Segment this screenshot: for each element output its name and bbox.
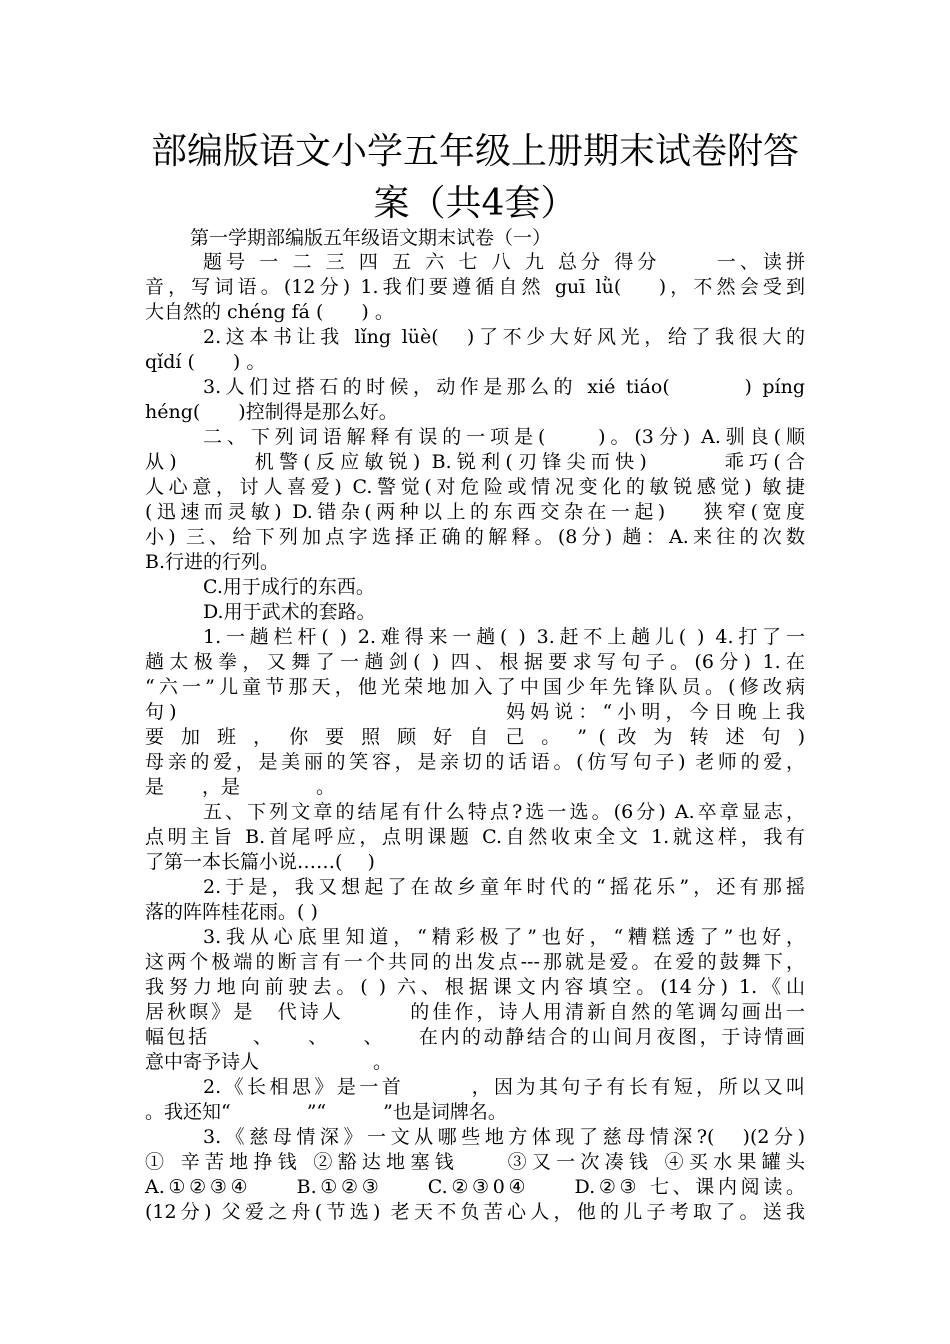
exam-subtitle: 第一学期部编版五年级语文期末试卷（一）: [190, 227, 552, 249]
text-line: “六一”儿童节那天，他光荣地加入了中国少年先锋队员。(修改病: [145, 676, 805, 698]
text-line: 了第一本长篇小说……( ): [145, 851, 375, 873]
text-line: 意中寄予诗人 。: [145, 1051, 393, 1073]
text-line: 音，写词语。(12分) 1.我们要遵循自然 guī lǜ( )，不然会受到: [145, 276, 805, 298]
text-line: C.用于成行的东西。: [203, 576, 375, 598]
text-line: 小) 三、给下列加点字选择正确的解释。(8分) 趟：A.来往的次数: [145, 526, 805, 548]
text-line: 幅包括 、 、 、 在内的动静结合的山间月夜图，于诗情画: [145, 1026, 805, 1048]
text-line: héng( )控制得是那么好。: [145, 401, 398, 423]
document-title-line-1: 部编版语文小学五年级上册期末试卷附答: [150, 131, 799, 172]
text-line: A.①②③④ B.①②③ C.②③0④ D.②③ 七、课内阅读。: [145, 1176, 805, 1198]
text-line: 从) 机警(反应敏锐) B.锐利(刃锋尖而快) 乖巧(合: [145, 451, 805, 473]
text-line: 1.一趟栏杆( ) 2.难得来一趟( ) 3.赶不上趟儿( ) 4.打了一: [203, 626, 805, 648]
text-line: (迅速而灵敏) D.错杂(两种以上的东西交杂在一起) 狭窄(宽度: [145, 501, 805, 523]
text-line: 我努力地向前驶去。( ) 六、根据课文内容填空。(14分) 1.《山: [145, 976, 805, 998]
text-line: 五、下列文章的结尾有什么特点?选一选。(6分) A.卒章显志，: [203, 801, 805, 823]
text-line: D.用于武术的套路。: [203, 601, 376, 623]
text-line: 题号 一 二 三 四 五 六 七 八 九 总分 得分 一、读拼: [203, 251, 805, 273]
text-line: 句) 妈妈说：“小明，今日晚上我: [145, 701, 805, 723]
text-line: B.行进的行列。: [145, 551, 280, 573]
text-line: 3.人们过搭石的时候，动作是那么的 xié tiáo( ) píng: [203, 376, 805, 398]
text-line: 这两个极端的断言有一个共同的出发点---那就是爱。在爱的鼓舞下，: [145, 951, 805, 973]
text-line: 落的阵阵桂花雨。( ): [145, 901, 318, 923]
text-line: 2.这本书让我 lǐng lüè( )了不少大好风光，给了我很大的: [203, 326, 805, 348]
text-line: qǐdí ( ) 。: [145, 351, 266, 373]
text-line: 是 ，是 。: [145, 776, 336, 798]
text-line: 母亲的爱，是美丽的笑容，是亲切的话语。(仿写句子) 老师的爱，: [145, 751, 805, 773]
text-line: 大自然的 chéng fá ( ) 。: [145, 301, 394, 323]
text-line: 居秋暝》是 代诗人 的佳作，诗人用清新自然的笔调勾画出一: [145, 1001, 805, 1023]
text-line: 2.于是，我又想起了在故乡童年时代的“摇花乐”，还有那摇: [203, 876, 805, 898]
text-line: 。我还知“ ”“ ”也是词牌名。: [145, 1101, 507, 1123]
text-line: 人心意，讨人喜爱) C.警觉(对危险或情况变化的敏锐感觉) 敏捷: [145, 476, 805, 498]
text-line: 趟太极拳，又舞了一趟剑( ) 四、根据要求写句子。(6分) 1.在: [145, 651, 805, 673]
text-line: 3.《慈母情深》一文从哪些地方体现了慈母情深?( )(2分): [203, 1126, 805, 1148]
text-line: 点明主旨 B.首尾呼应，点明课题 C.自然收束全文 1.就这样，我有: [145, 826, 805, 848]
text-line: 要 加 班 ， 你 要 照 顾 好 自 己 。 ” ( 改 为 转 述 句 ): [145, 726, 805, 748]
text-line: 2.《长相思》是一首 ，因为其句子有长有短，所以又叫: [203, 1076, 805, 1098]
text-line: 3.我从心底里知道，“精彩极了”也好，“糟糕透了”也好，: [203, 926, 805, 948]
text-line: 二、下列词语解释有误的一项是( )。(3分) A.驯良(顺: [203, 426, 805, 448]
text-line: (12分) 父爱之舟(节选) 老天不负苦心人，他的儿子考取了。送我: [145, 1201, 805, 1223]
text-line: ① 辛苦地挣钱 ②豁达地塞钱 ③又一次凑钱 ④买水果罐头: [145, 1151, 805, 1173]
document-title-line-2: 案（共4套）: [373, 183, 577, 224]
